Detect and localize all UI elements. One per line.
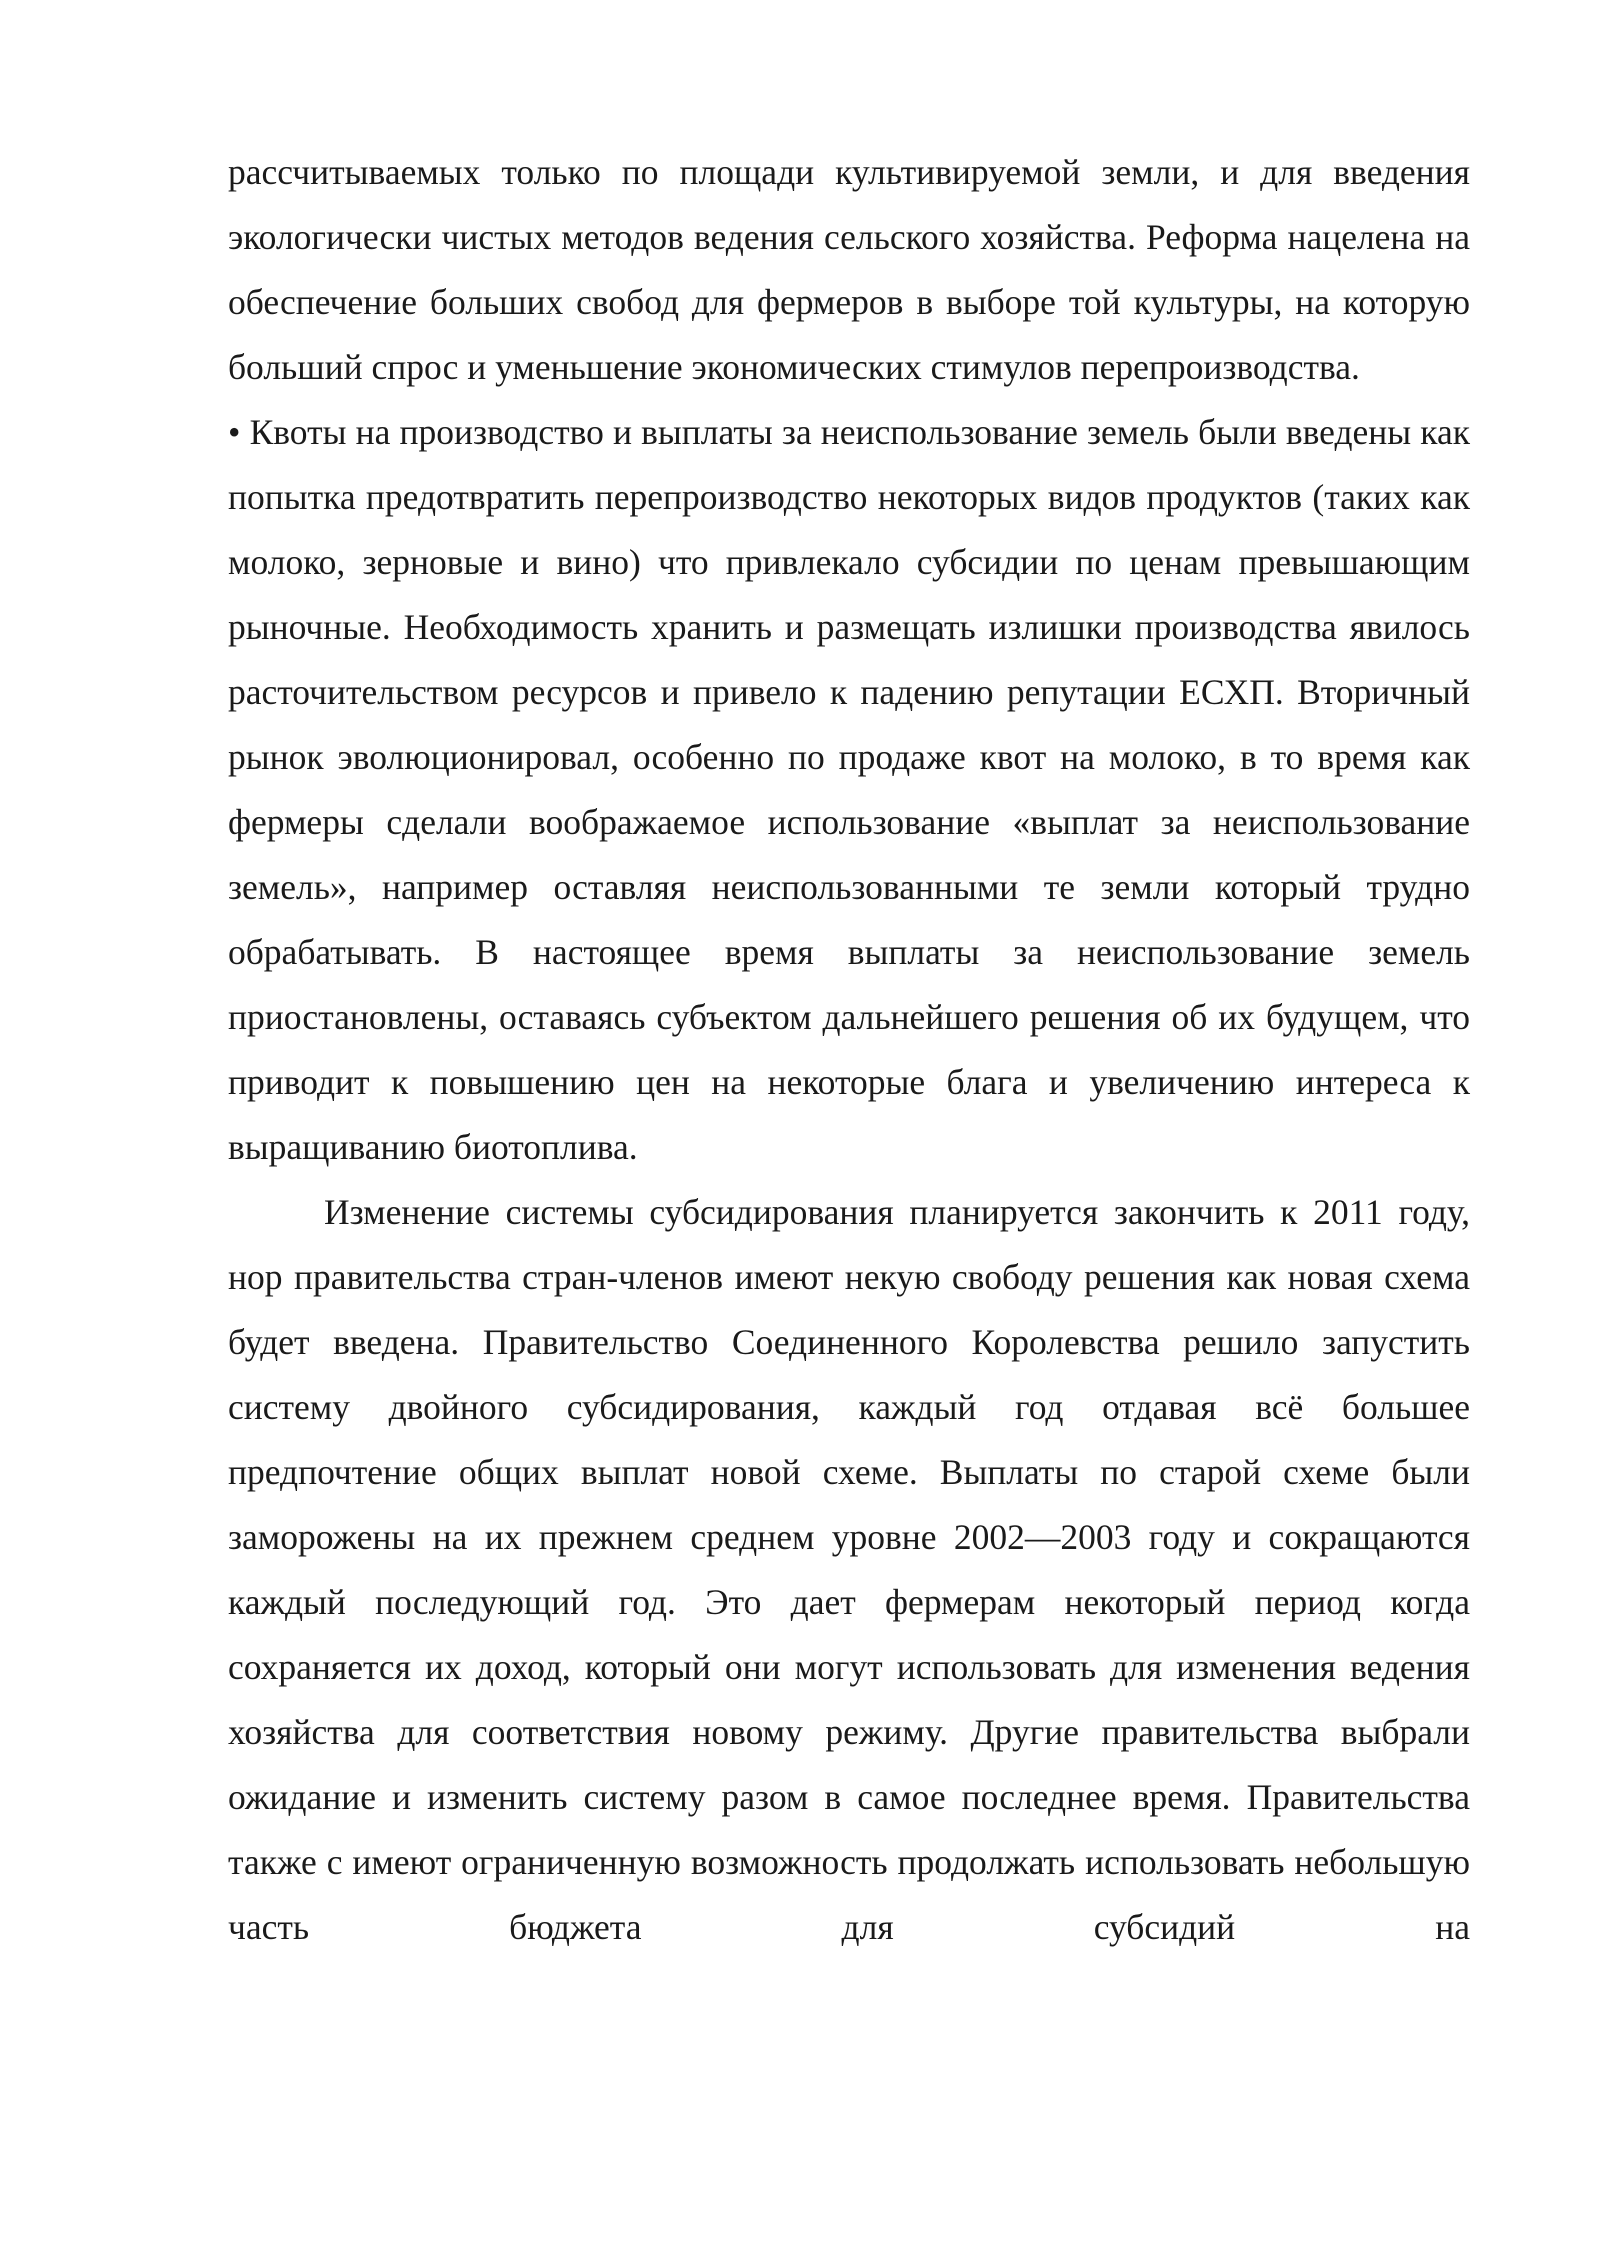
paragraph-subsidy-system-change: Изменение системы субсидирования планируется закончить к 2011 году, нор правительства стран-членов имеют некую свободу решения как новая схема будет введена. Правительство Соединенного Королевства решило запустить систему двойного субсидирования, каждый год отдавая всё большее предпочтение общих выплат новой схеме. Выплаты по старой схеме были заморожены на их прежнем среднем уровне 2002—2003 году и сокращаются каждый последующий год. Это дает фермерам некоторый период когда сохраняется их доход, который они могут использовать для изменения ведения хозяйства для соответствия новому режиму. Другие правительства выбрали ожидание и изменить систему разом в самое последнее время. Правительства также с имеют ограниченную возможность продолжать использовать небольшую часть бюджета для субсидий на xyxy=(228,1192,1470,1947)
paragraph-reform-continuation: рассчитываемых только по площади культивируемой земли, и для введения экологически чистых методов ведения сельского хозяйства. Реформа нацелена на обеспечение больших свобод для фермеров в выборе той культуры, на которую больший спрос и уменьшение экономических стимулов перепроизводства. xyxy=(228,152,1470,387)
paragraph-quotas-bullet: • Квоты на производство и выплаты за неиспользование земель были введены как попытка предотвратить перепроизводство некоторых видов продуктов (таких как молоко, зерновые и вино) что привлекало субсидии по ценам превышающим рыночные. Необходимость хранить и размещать излишки производства явилось расточительством ресурсов и привело к падению репутации ЕСХП. Вторичный рынок эволюционировал, особенно по продаже квот на молоко, в то время как фермеры сделали воображаемое использование «выплат за неиспользование земель», например оставляя неиспользованными те земли который трудно обрабатывать. В настоящее время выплаты за неиспользование земель приостановлены, оставаясь субъектом дальнейшего решения об их будущем, что приводит к повышению цен на некоторые блага и увеличению интереса к выращиванию биотоплива. xyxy=(228,412,1470,1167)
document-body xyxy=(228,140,1470,1960)
